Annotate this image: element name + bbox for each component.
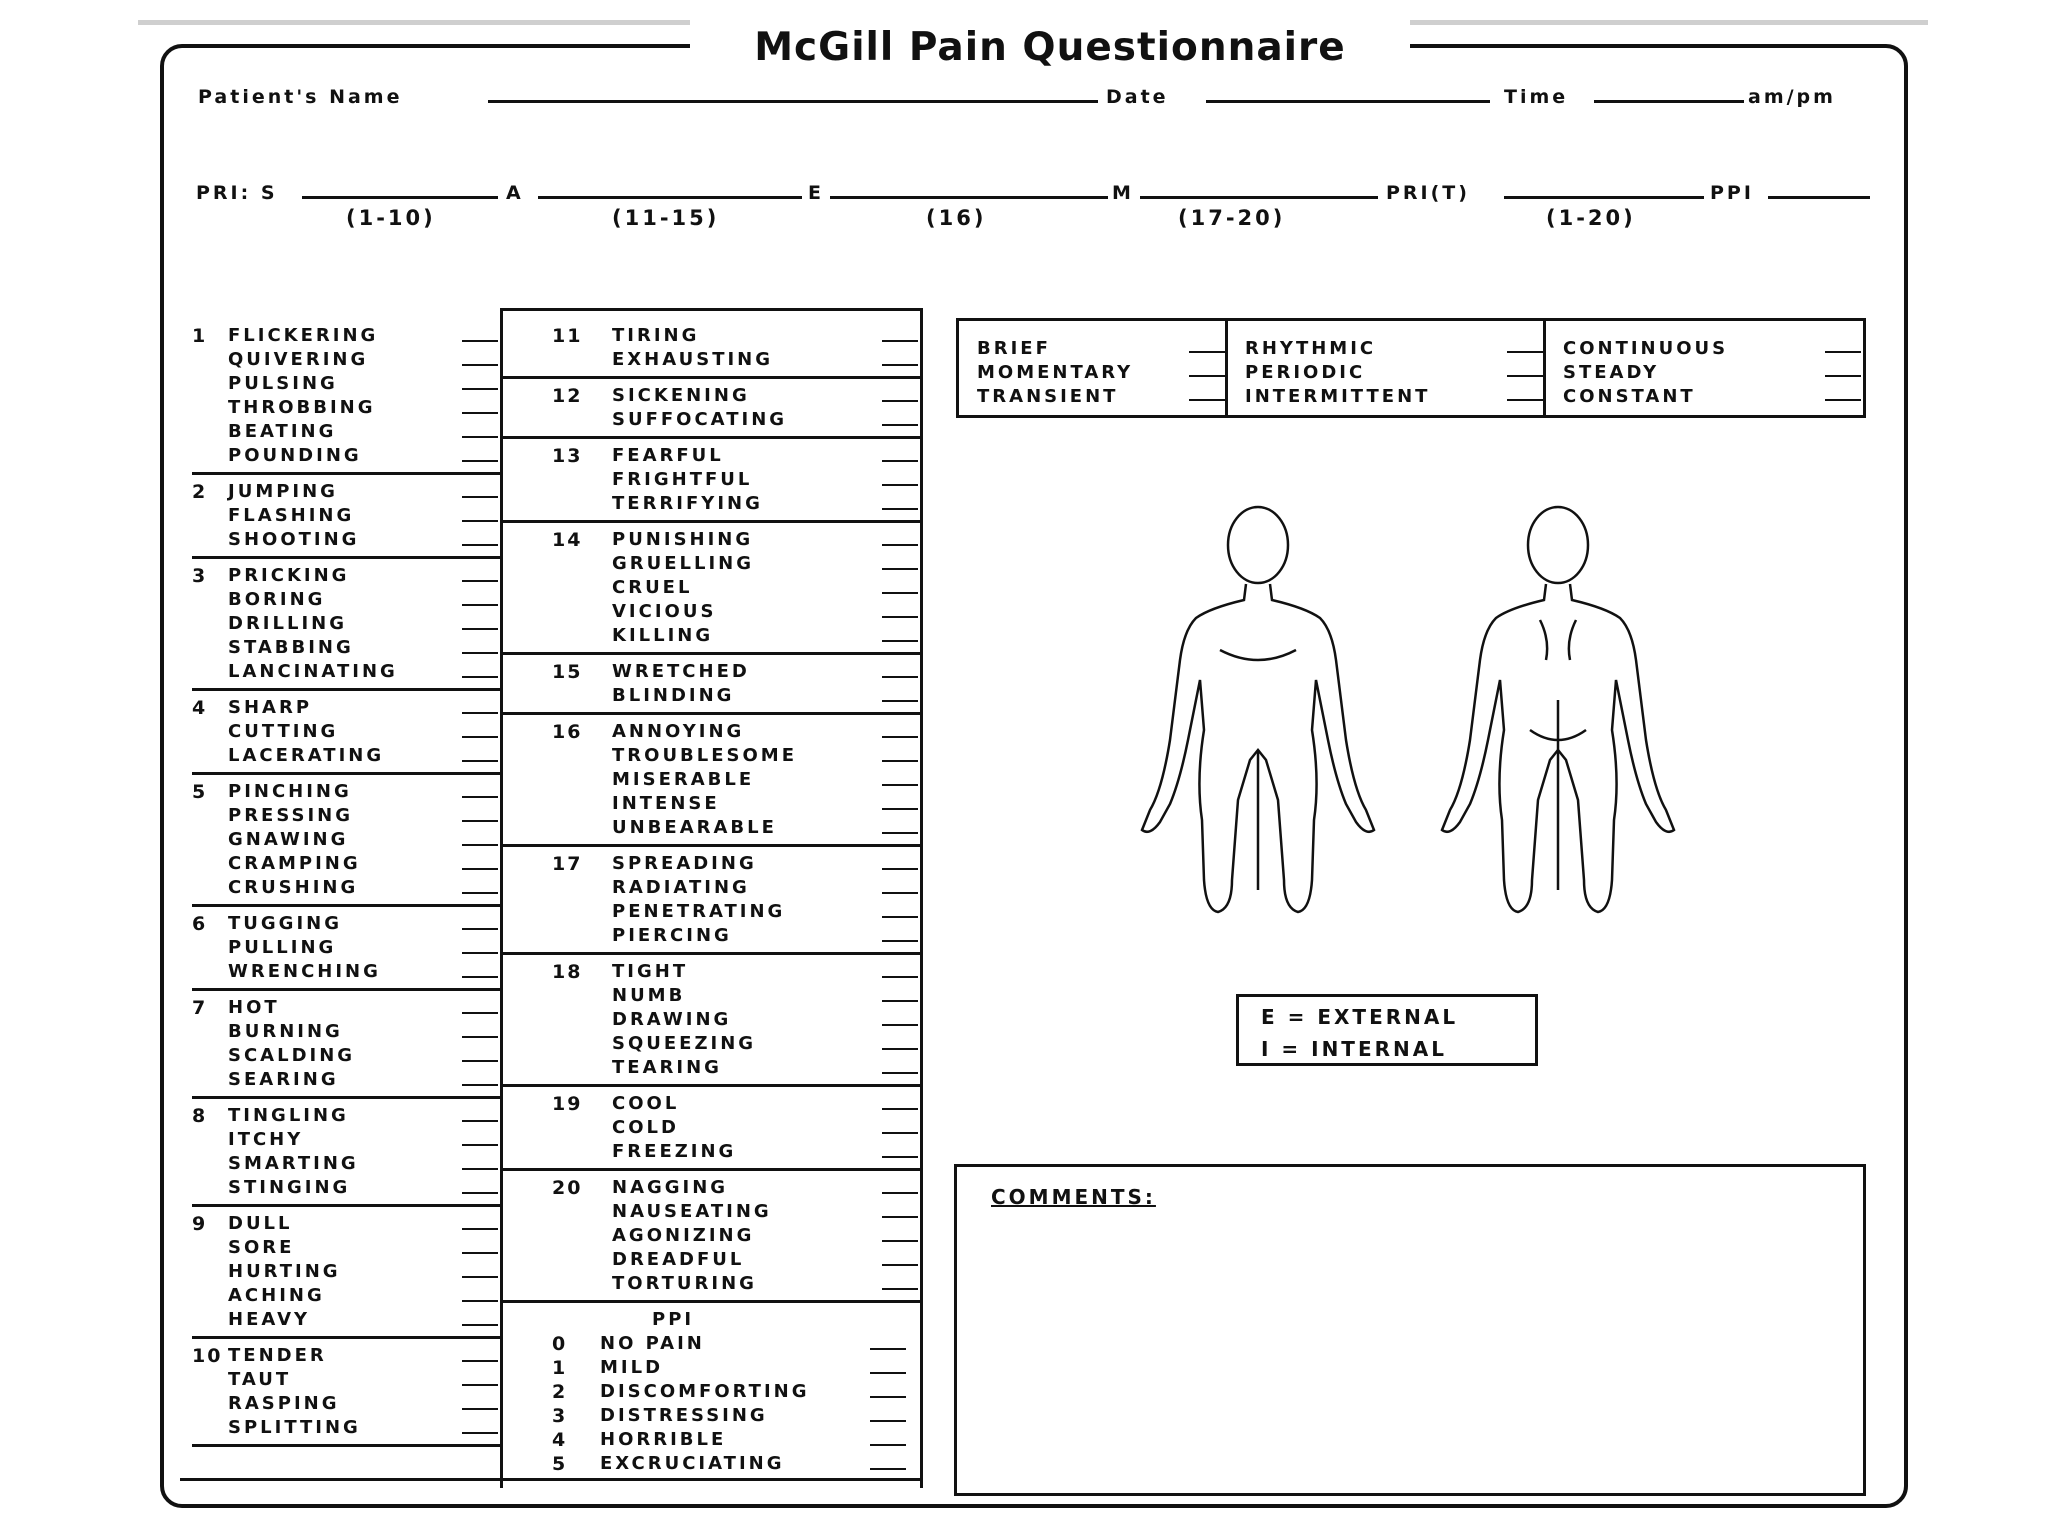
group-number: 20 bbox=[552, 1177, 583, 1199]
descriptor-checkbox[interactable] bbox=[882, 1240, 918, 1242]
descriptor-word: TERRIFYING bbox=[612, 493, 763, 514]
descriptor-checkbox[interactable] bbox=[462, 844, 498, 846]
descriptor-word: DULL bbox=[228, 1213, 293, 1234]
right-column-divider bbox=[920, 308, 923, 1488]
right-column-top bbox=[502, 308, 922, 311]
descriptor-checkbox[interactable] bbox=[462, 760, 498, 762]
descriptor-checkbox[interactable] bbox=[462, 1324, 498, 1326]
date-field[interactable] bbox=[1206, 100, 1490, 103]
descriptor-checkbox[interactable] bbox=[882, 460, 918, 462]
descriptor-word: TAUT bbox=[228, 1369, 292, 1390]
descriptor-checkbox[interactable] bbox=[882, 364, 918, 366]
descriptor-word: SQUEEZING bbox=[612, 1033, 757, 1054]
comments-label: COMMENTS: bbox=[991, 1185, 1156, 1209]
descriptor-word: SICKENING bbox=[612, 385, 750, 406]
legend-external: E = EXTERNAL bbox=[1261, 1005, 1459, 1029]
descriptor-checkbox[interactable] bbox=[882, 508, 918, 510]
descriptor-checkbox[interactable] bbox=[462, 412, 498, 414]
time-pattern-checkbox[interactable] bbox=[1507, 351, 1543, 353]
descriptor-word: NUMB bbox=[612, 985, 686, 1006]
descriptor-checkbox[interactable] bbox=[462, 796, 498, 798]
descriptor-checkbox[interactable] bbox=[882, 1288, 918, 1290]
group-separator bbox=[192, 1336, 500, 1339]
descriptor-word: SORE bbox=[228, 1237, 295, 1258]
descriptor-checkbox[interactable] bbox=[462, 1012, 498, 1014]
descriptor-word: NAGGING bbox=[612, 1177, 729, 1198]
descriptor-word: DRAWING bbox=[612, 1009, 732, 1030]
descriptor-word: TENDER bbox=[228, 1345, 327, 1366]
descriptor-word: TEARING bbox=[612, 1057, 722, 1078]
group-separator bbox=[502, 436, 920, 439]
descriptor-word: STABBING bbox=[228, 637, 354, 658]
descriptor-word: INTENSE bbox=[612, 793, 720, 814]
ppi-option: HORRIBLE bbox=[600, 1429, 727, 1450]
time-label: Time bbox=[1504, 86, 1569, 108]
pri-t-label: PRI(T) bbox=[1386, 182, 1470, 204]
descriptor-checkbox[interactable] bbox=[462, 820, 498, 822]
pri-t-range: (1-20) bbox=[1546, 206, 1636, 230]
group-number: 3 bbox=[192, 565, 208, 587]
descriptor-word: KILLING bbox=[612, 625, 714, 646]
group-separator bbox=[502, 652, 920, 655]
descriptor-checkbox[interactable] bbox=[882, 784, 918, 786]
page-title: McGill Pain Questionnaire bbox=[690, 20, 1410, 76]
pri-e-field[interactable] bbox=[830, 196, 1108, 199]
group-number: 6 bbox=[192, 913, 208, 935]
time-pattern-checkbox[interactable] bbox=[1507, 375, 1543, 377]
descriptor-word: VICIOUS bbox=[612, 601, 717, 622]
descriptor-word: CRUEL bbox=[612, 577, 693, 598]
descriptor-checkbox[interactable] bbox=[882, 1132, 918, 1134]
descriptor-word: BEATING bbox=[228, 421, 337, 442]
time-pattern-checkbox[interactable] bbox=[1825, 399, 1861, 401]
pri-e-label: E bbox=[808, 182, 824, 204]
descriptor-word: BLINDING bbox=[612, 685, 735, 706]
descriptor-checkbox[interactable] bbox=[882, 1048, 918, 1050]
pri-s-field[interactable] bbox=[302, 196, 498, 199]
date-label: Date bbox=[1106, 86, 1169, 108]
group-number: 7 bbox=[192, 997, 208, 1019]
descriptor-word: DREADFUL bbox=[612, 1249, 745, 1270]
descriptor-word: CRUSHING bbox=[228, 877, 359, 898]
group-separator bbox=[192, 472, 500, 475]
time-field[interactable] bbox=[1594, 100, 1744, 103]
descriptor-checkbox[interactable] bbox=[882, 1072, 918, 1074]
time-pattern-word: PERIODIC bbox=[1245, 362, 1366, 383]
descriptor-word: JUMPING bbox=[228, 481, 338, 502]
descriptor-word: PIERCING bbox=[612, 925, 732, 946]
ppi-checkbox[interactable] bbox=[870, 1348, 906, 1350]
descriptor-word: AGONIZING bbox=[612, 1225, 755, 1246]
group-separator bbox=[502, 952, 920, 955]
ppi-checkbox[interactable] bbox=[870, 1396, 906, 1398]
descriptor-checkbox[interactable] bbox=[882, 676, 918, 678]
time-pattern-word: BRIEF bbox=[977, 338, 1051, 359]
descriptor-checkbox[interactable] bbox=[882, 976, 918, 978]
descriptor-word: NAUSEATING bbox=[612, 1201, 772, 1222]
time-pattern-box bbox=[956, 318, 1866, 418]
descriptor-word: PUNISHING bbox=[612, 529, 754, 550]
descriptor-word: COLD bbox=[612, 1117, 679, 1138]
descriptor-checkbox[interactable] bbox=[462, 1228, 498, 1230]
descriptor-checkbox[interactable] bbox=[462, 1252, 498, 1254]
descriptor-checkbox[interactable] bbox=[462, 1036, 498, 1038]
descriptor-checkbox[interactable] bbox=[462, 1384, 498, 1386]
pri-a-label: A bbox=[506, 182, 524, 204]
group-number: 16 bbox=[552, 721, 583, 743]
descriptor-word: ANNOYING bbox=[612, 721, 745, 742]
descriptor-checkbox[interactable] bbox=[462, 712, 498, 714]
group-separator bbox=[502, 712, 920, 715]
descriptor-word: HOT bbox=[228, 997, 280, 1018]
group-number: 8 bbox=[192, 1105, 208, 1127]
descriptor-checkbox[interactable] bbox=[462, 1192, 498, 1194]
group-separator bbox=[502, 1168, 920, 1171]
descriptor-checkbox[interactable] bbox=[462, 652, 498, 654]
descriptor-word: TROUBLESOME bbox=[612, 745, 798, 766]
descriptor-checkbox[interactable] bbox=[462, 868, 498, 870]
ppi-heading: PPI bbox=[652, 1309, 695, 1330]
descriptor-word: FREEZING bbox=[612, 1141, 737, 1162]
descriptor-checkbox[interactable] bbox=[882, 916, 918, 918]
time-pattern-word: MOMENTARY bbox=[977, 362, 1134, 383]
pri-t-field[interactable] bbox=[1504, 196, 1704, 199]
group-number: 18 bbox=[552, 961, 583, 983]
descriptor-word: MISERABLE bbox=[612, 769, 755, 790]
descriptor-word: GNAWING bbox=[228, 829, 349, 850]
descriptor-word: WRENCHING bbox=[228, 961, 381, 982]
descriptor-word: SPREADING bbox=[612, 853, 757, 874]
group-separator bbox=[502, 1084, 920, 1087]
descriptor-checkbox[interactable] bbox=[462, 544, 498, 546]
group-number: 1 bbox=[192, 325, 208, 347]
descriptor-checkbox[interactable] bbox=[882, 1156, 918, 1158]
descriptor-checkbox[interactable] bbox=[882, 544, 918, 546]
legend-box bbox=[1236, 994, 1538, 1066]
ppi-number: 4 bbox=[552, 1429, 568, 1451]
descriptor-word: UNBEARABLE bbox=[612, 817, 777, 838]
descriptor-word: QUIVERING bbox=[228, 349, 369, 370]
time-pattern-divider bbox=[1225, 321, 1228, 415]
descriptor-checkbox[interactable] bbox=[462, 460, 498, 462]
descriptor-word: HEAVY bbox=[228, 1309, 311, 1330]
pri-a-range: (11-15) bbox=[612, 206, 720, 230]
group-separator bbox=[192, 556, 500, 559]
group-number: 5 bbox=[192, 781, 208, 803]
descriptor-word: FLASHING bbox=[228, 505, 355, 526]
descriptor-word: SCALDING bbox=[228, 1045, 356, 1066]
descriptor-checkbox[interactable] bbox=[882, 568, 918, 570]
time-pattern-checkbox[interactable] bbox=[1189, 375, 1225, 377]
time-pattern-checkbox[interactable] bbox=[1825, 375, 1861, 377]
descriptor-checkbox[interactable] bbox=[462, 928, 498, 930]
descriptor-word: TORTURING bbox=[612, 1273, 757, 1294]
descriptor-word: RASPING bbox=[228, 1393, 340, 1414]
descriptor-word: RADIATING bbox=[612, 877, 750, 898]
descriptor-word: SHOOTING bbox=[228, 529, 360, 550]
descriptor-checkbox[interactable] bbox=[462, 1408, 498, 1410]
pri-a-field[interactable] bbox=[538, 196, 802, 199]
ppi-field[interactable] bbox=[1768, 196, 1870, 199]
descriptor-checkbox[interactable] bbox=[462, 1168, 498, 1170]
group-number: 12 bbox=[552, 385, 583, 407]
descriptor-word: CUTTING bbox=[228, 721, 339, 742]
pri-m-field[interactable] bbox=[1140, 196, 1378, 199]
ppi-checkbox[interactable] bbox=[870, 1372, 906, 1374]
descriptor-word: SEARING bbox=[228, 1069, 339, 1090]
group-number: 15 bbox=[552, 661, 583, 683]
descriptor-word: PRESSING bbox=[228, 805, 354, 826]
descriptor-word: TUGGING bbox=[228, 913, 342, 934]
descriptor-checkbox[interactable] bbox=[462, 436, 498, 438]
front-body-figure bbox=[1142, 507, 1374, 912]
descriptor-checkbox[interactable] bbox=[882, 640, 918, 642]
patient-name-field[interactable] bbox=[488, 100, 1098, 103]
descriptor-word: TIRING bbox=[612, 325, 700, 346]
descriptor-checkbox[interactable] bbox=[882, 484, 918, 486]
descriptor-checkbox[interactable] bbox=[462, 1120, 498, 1122]
group-separator bbox=[502, 844, 920, 847]
columns-bottom bbox=[180, 1478, 922, 1481]
group-separator bbox=[192, 1204, 500, 1207]
time-pattern-word: STEADY bbox=[1563, 362, 1660, 383]
patient-name-label: Patient's Name bbox=[198, 86, 403, 108]
descriptor-checkbox[interactable] bbox=[882, 1192, 918, 1194]
descriptor-word: HURTING bbox=[228, 1261, 341, 1282]
descriptor-checkbox[interactable] bbox=[882, 1000, 918, 1002]
descriptor-checkbox[interactable] bbox=[462, 736, 498, 738]
descriptor-checkbox[interactable] bbox=[882, 832, 918, 834]
group-separator bbox=[192, 688, 500, 691]
descriptor-word: THROBBING bbox=[228, 397, 376, 418]
ppi-number: 1 bbox=[552, 1357, 568, 1379]
descriptor-word: ACHING bbox=[228, 1285, 325, 1306]
descriptor-word: POUNDING bbox=[228, 445, 362, 466]
descriptor-checkbox[interactable] bbox=[882, 892, 918, 894]
group-number: 14 bbox=[552, 529, 583, 551]
descriptor-word: COOL bbox=[612, 1093, 680, 1114]
time-pattern-checkbox[interactable] bbox=[1507, 399, 1543, 401]
comments-box[interactable] bbox=[954, 1164, 1866, 1496]
descriptor-word: SUFFOCATING bbox=[612, 409, 788, 430]
descriptor-checkbox[interactable] bbox=[462, 1300, 498, 1302]
descriptor-word: BURNING bbox=[228, 1021, 343, 1042]
ppi-option: NO PAIN bbox=[600, 1333, 705, 1354]
group-separator bbox=[192, 904, 500, 907]
descriptor-word: PRICKING bbox=[228, 565, 350, 586]
group-separator bbox=[192, 772, 500, 775]
descriptor-word: LACERATING bbox=[228, 745, 385, 766]
pri-e-range: (16) bbox=[926, 206, 987, 230]
group-number: 13 bbox=[552, 445, 583, 467]
group-number: 2 bbox=[192, 481, 208, 503]
group-number: 19 bbox=[552, 1093, 583, 1115]
descriptor-word: PULSING bbox=[228, 373, 338, 394]
pri-s-range: (1-10) bbox=[346, 206, 436, 230]
descriptor-checkbox[interactable] bbox=[882, 616, 918, 618]
descriptor-word: STINGING bbox=[228, 1177, 351, 1198]
descriptor-word: EXHAUSTING bbox=[612, 349, 774, 370]
descriptor-checkbox[interactable] bbox=[462, 976, 498, 978]
time-pattern-word: TRANSIENT bbox=[977, 386, 1119, 407]
group-separator bbox=[502, 520, 920, 523]
descriptor-checkbox[interactable] bbox=[462, 952, 498, 954]
descriptor-checkbox[interactable] bbox=[882, 760, 918, 762]
descriptor-word: TINGLING bbox=[228, 1105, 349, 1126]
time-pattern-word: INTERMITTENT bbox=[1245, 386, 1431, 407]
descriptor-word: BORING bbox=[228, 589, 326, 610]
group-number: 10 bbox=[192, 1345, 223, 1367]
descriptor-word: FEARFUL bbox=[612, 445, 724, 466]
time-pattern-divider bbox=[1543, 321, 1546, 415]
descriptor-word: PINCHING bbox=[228, 781, 352, 802]
ppi-option: DISTRESSING bbox=[600, 1405, 768, 1426]
descriptor-checkbox[interactable] bbox=[462, 580, 498, 582]
descriptor-checkbox[interactable] bbox=[462, 1276, 498, 1278]
group-separator bbox=[502, 1300, 920, 1303]
descriptor-checkbox[interactable] bbox=[462, 1432, 498, 1434]
descriptor-checkbox[interactable] bbox=[882, 868, 918, 870]
descriptor-word: LANCINATING bbox=[228, 661, 398, 682]
descriptor-checkbox[interactable] bbox=[882, 1024, 918, 1026]
group-number: 17 bbox=[552, 853, 583, 875]
descriptor-word: WRETCHED bbox=[612, 661, 750, 682]
group-number: 11 bbox=[552, 325, 583, 347]
ppi-checkbox[interactable] bbox=[870, 1468, 906, 1470]
descriptor-word: PENETRATING bbox=[612, 901, 786, 922]
ppi-option: EXCRUCIATING bbox=[600, 1453, 785, 1474]
descriptor-checkbox[interactable] bbox=[462, 676, 498, 678]
descriptor-word: SMARTING bbox=[228, 1153, 359, 1174]
descriptor-word: ITCHY bbox=[228, 1129, 304, 1150]
group-separator bbox=[192, 988, 500, 991]
descriptor-word: SHARP bbox=[228, 697, 313, 718]
descriptor-checkbox[interactable] bbox=[882, 1216, 918, 1218]
ampm-label: am/pm bbox=[1748, 86, 1836, 108]
descriptor-checkbox[interactable] bbox=[462, 1144, 498, 1146]
group-separator bbox=[192, 1444, 500, 1447]
descriptor-checkbox[interactable] bbox=[462, 1360, 498, 1362]
time-pattern-checkbox[interactable] bbox=[1189, 351, 1225, 353]
group-number: 9 bbox=[192, 1213, 208, 1235]
pri-s-label: PRI: S bbox=[196, 182, 278, 204]
body-diagram[interactable] bbox=[1100, 500, 1720, 920]
time-pattern-word: CONTINUOUS bbox=[1563, 338, 1729, 359]
descriptor-checkbox[interactable] bbox=[462, 520, 498, 522]
time-pattern-word: CONSTANT bbox=[1563, 386, 1696, 407]
group-separator bbox=[192, 1096, 500, 1099]
descriptor-checkbox[interactable] bbox=[882, 400, 918, 402]
group-separator bbox=[502, 376, 920, 379]
ppi-option: MILD bbox=[600, 1357, 664, 1378]
time-pattern-checkbox[interactable] bbox=[1189, 399, 1225, 401]
ppi-option: DISCOMFORTING bbox=[600, 1381, 810, 1402]
ppi-label: PPI bbox=[1710, 182, 1754, 204]
descriptor-word: SPLITTING bbox=[228, 1417, 361, 1438]
group-number: 4 bbox=[192, 697, 208, 719]
ppi-number: 0 bbox=[552, 1333, 568, 1355]
back-body-figure bbox=[1442, 507, 1674, 912]
descriptor-word: PULLING bbox=[228, 937, 337, 958]
descriptor-checkbox[interactable] bbox=[882, 940, 918, 942]
descriptor-word: DRILLING bbox=[228, 613, 347, 634]
ppi-checkbox[interactable] bbox=[870, 1444, 906, 1446]
ppi-number: 5 bbox=[552, 1453, 568, 1475]
descriptor-checkbox[interactable] bbox=[462, 604, 498, 606]
pri-m-label: M bbox=[1112, 182, 1134, 204]
descriptor-word: GRUELLING bbox=[612, 553, 755, 574]
descriptor-checkbox[interactable] bbox=[462, 892, 498, 894]
time-pattern-word: RHYTHMIC bbox=[1245, 338, 1377, 359]
descriptor-checkbox[interactable] bbox=[882, 424, 918, 426]
descriptor-word: TIGHT bbox=[612, 961, 689, 982]
descriptor-checkbox[interactable] bbox=[882, 736, 918, 738]
ppi-checkbox[interactable] bbox=[870, 1420, 906, 1422]
descriptor-checkbox[interactable] bbox=[882, 808, 918, 810]
descriptor-word: CRAMPING bbox=[228, 853, 361, 874]
descriptor-checkbox[interactable] bbox=[882, 1108, 918, 1110]
pri-m-range: (17-20) bbox=[1178, 206, 1286, 230]
ppi-number: 3 bbox=[552, 1405, 568, 1427]
descriptor-checkbox[interactable] bbox=[462, 1060, 498, 1062]
left-column-divider bbox=[500, 308, 503, 1488]
descriptor-checkbox[interactable] bbox=[882, 1264, 918, 1266]
descriptor-word: FRIGHTFUL bbox=[612, 469, 753, 490]
descriptor-checkbox[interactable] bbox=[462, 496, 498, 498]
descriptor-checkbox[interactable] bbox=[882, 592, 918, 594]
descriptor-checkbox[interactable] bbox=[462, 628, 498, 630]
descriptor-checkbox[interactable] bbox=[462, 364, 498, 366]
descriptor-checkbox[interactable] bbox=[462, 1084, 498, 1086]
descriptor-word: FLICKERING bbox=[228, 325, 379, 346]
time-pattern-checkbox[interactable] bbox=[1825, 351, 1861, 353]
descriptor-checkbox[interactable] bbox=[462, 388, 498, 390]
ppi-number: 2 bbox=[552, 1381, 568, 1403]
descriptor-checkbox[interactable] bbox=[462, 340, 498, 342]
descriptor-checkbox[interactable] bbox=[882, 700, 918, 702]
legend-internal: I = INTERNAL bbox=[1261, 1037, 1447, 1061]
descriptor-checkbox[interactable] bbox=[882, 340, 918, 342]
